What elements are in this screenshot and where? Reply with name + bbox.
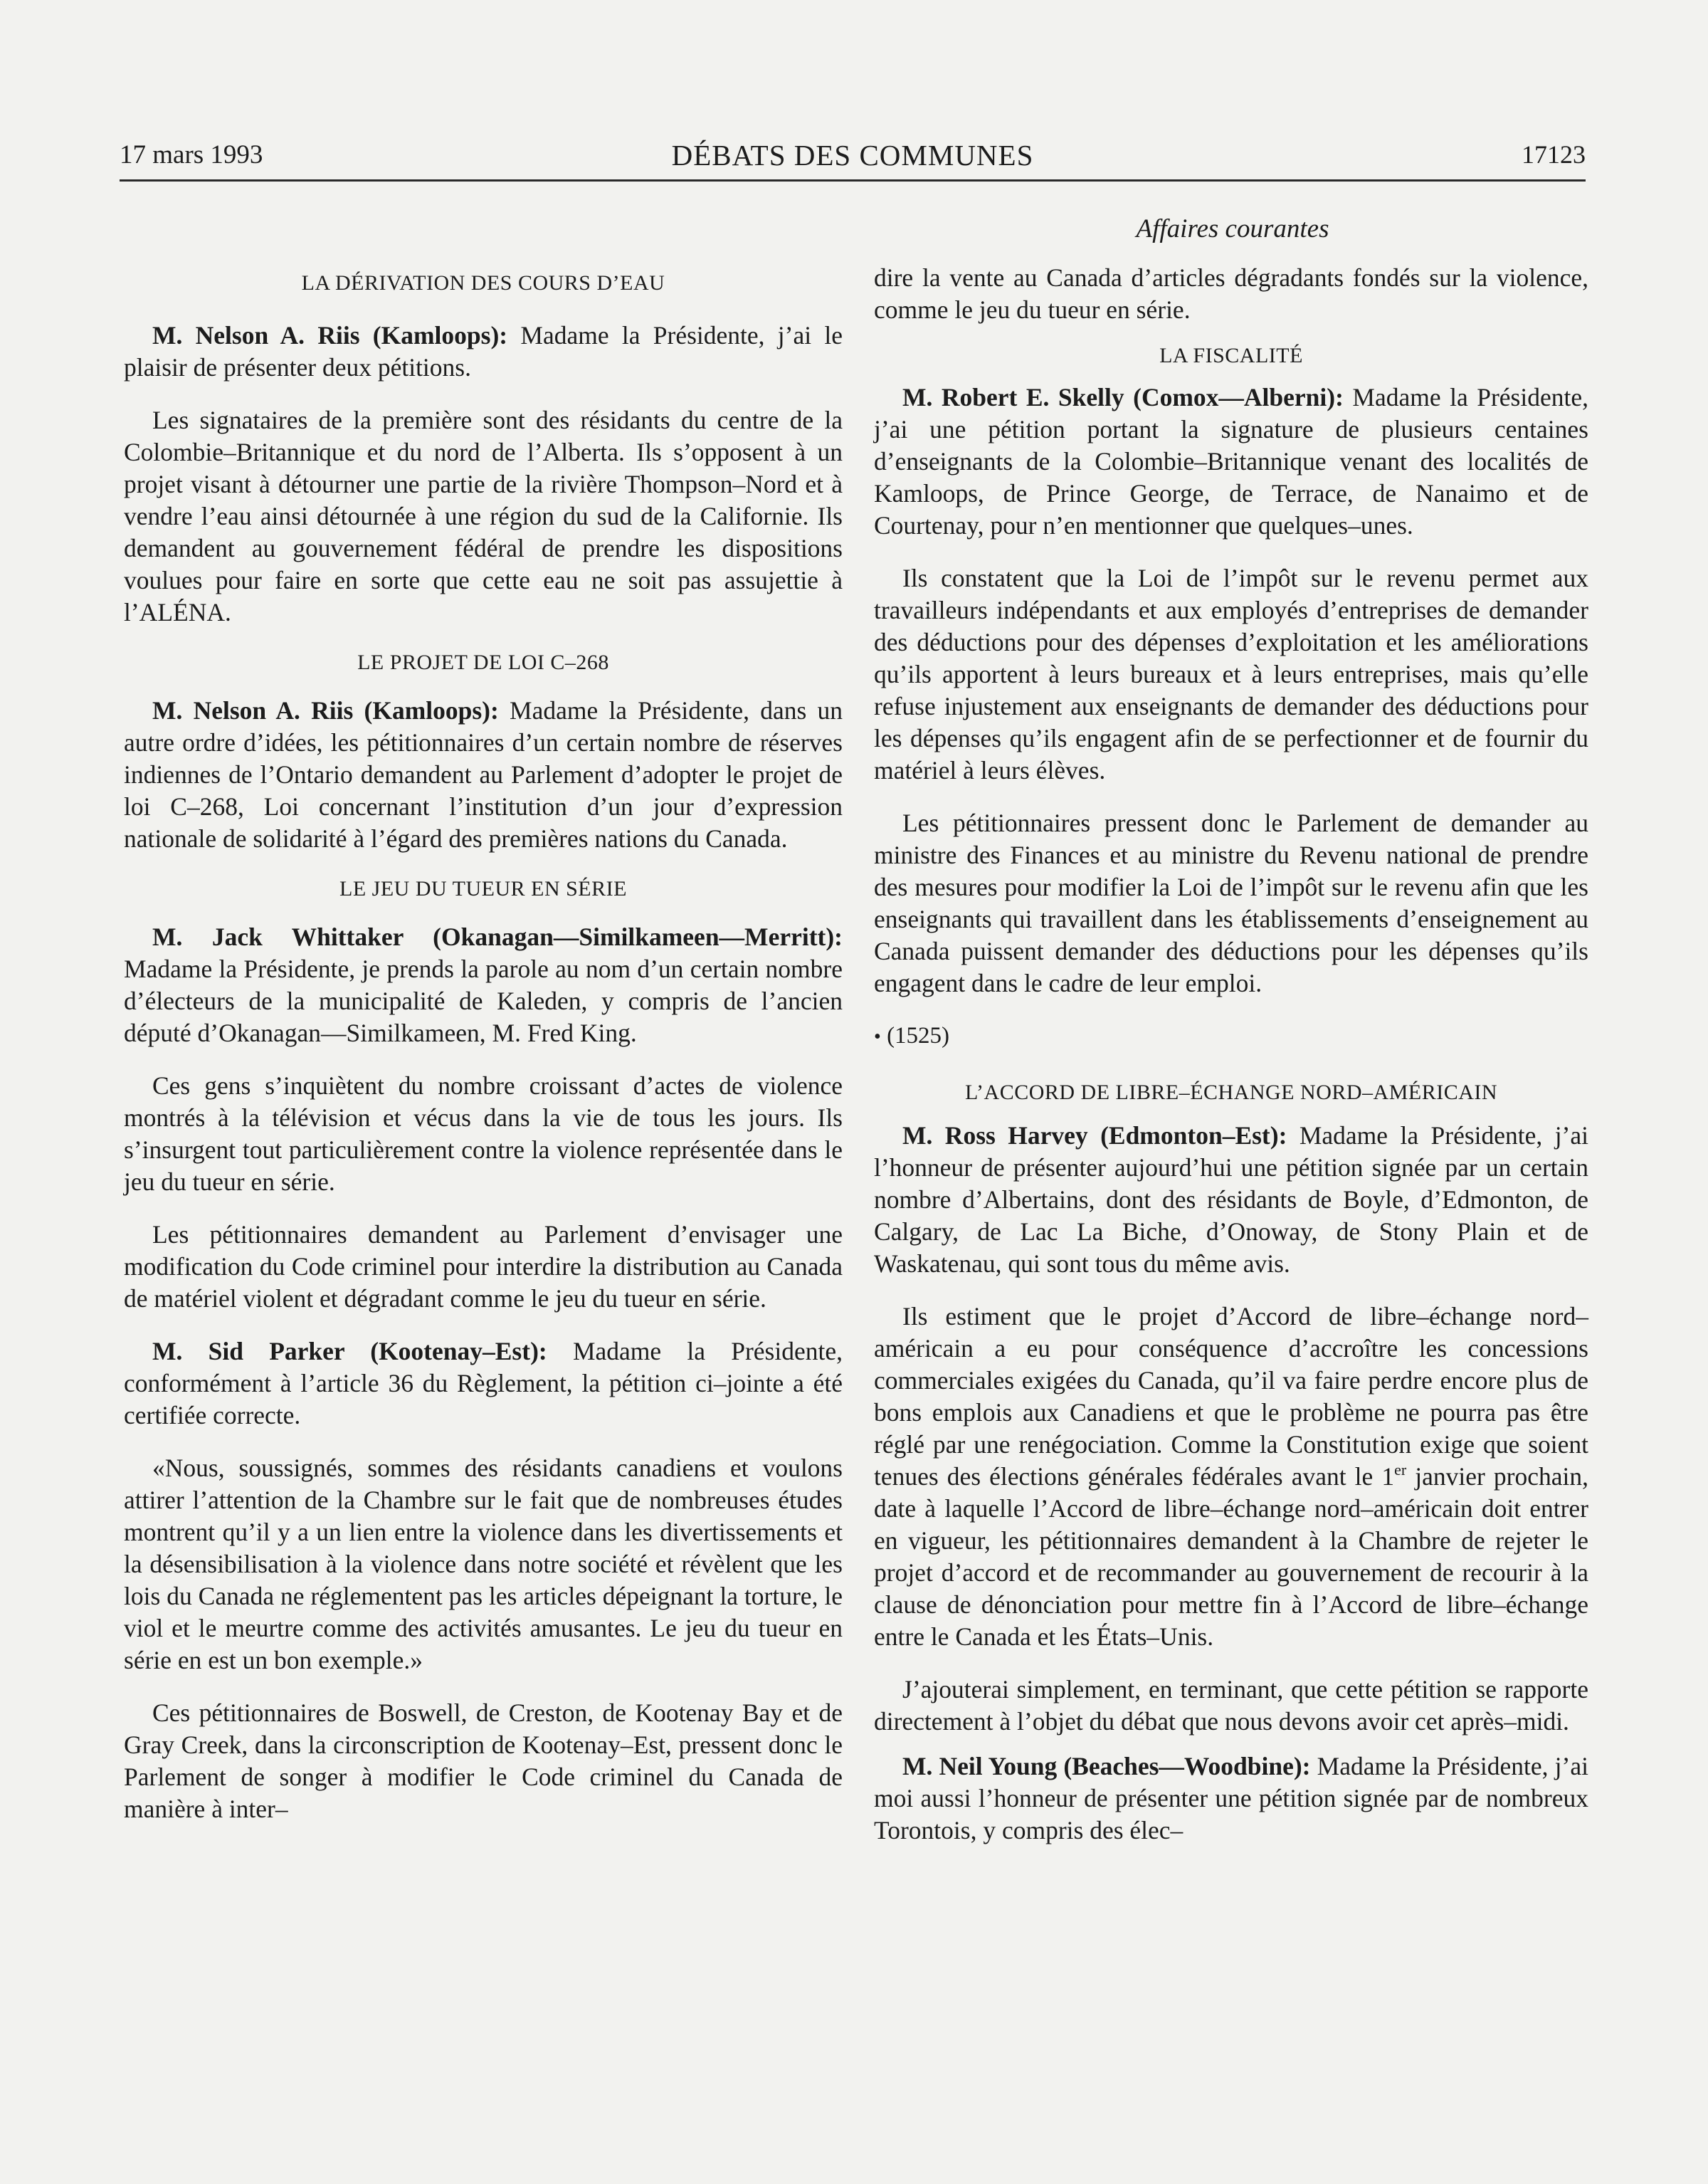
heading-serial-killer-game: LE JEU DU TUEUR EN SÉRIE [339,877,627,901]
header-page-number: 17123 [1522,140,1586,169]
paragraph: «Nous, soussignés, sommes des résidants canadiens et voulons attirer l’attention de la Chambre sur le fait que de nombreuses études montrent qu’il y a un lien entre la violence dans les divertissements et la désensibilisation à la violence dans notre société et révèlent que les lois du Canada ne réglementent pas les articles dépeignant la torture, le viol et le meurtre comme des activités amusantes. Le jeu du tueur en série en est un bon exemple.» [124,1454,843,1674]
header-date: 17 mars 1993 [120,140,263,169]
speaker-name: M. Jack Whittaker (Okanagan—Similkameen—Merritt): [152,923,843,951]
paragraph-text: Madame la Présidente, je prends la parole au nom d’un certain nombre d’électeurs de la municipalité de Kaleden, y compris de l’ancien député d’Okanagan—Similkameen, M. Fred King. [124,955,843,1047]
paragraph-text: Madame la Présidente, dans un autre ordre d’idées, les pétitionnaires d’un certain nombre de réserves indiennes de l’Ontario demandent au Parlement d’adopter le projet de loi C–268, Loi concernant l’institution d’un jour d’expression nationale de solidarité à l’égard des premières nations du Canada. [124,696,843,853]
speaker-name: M. Ross Harvey (Edmonton–Est): [902,1121,1287,1150]
bullet-icon: • [874,1026,881,1048]
right-column [874,262,1588,1847]
paragraph: Les pétitionnaires demandent au Parlement d’envisager une modification du Code criminel pour interdire la distribution au Canada de matériel violent et dégradant comme le jeu du tueur en série. [124,1220,843,1313]
heading-taxation: LA FISCALITÉ [1159,344,1303,367]
paragraph [874,1750,1588,1847]
paragraph: Ils constatent que la Loi de l’impôt sur le revenu permet aux travailleurs indépendants et aux employés d’entreprises de demander des déductions pour des dépenses d’exploitation et les améliorations qu’ils apportent à leurs bureaux et à leurs entreprises, mais qu’elle refuse injustement aux enseignants de demander des déductions pour les dépenses qu’ils engagent afin de se perfectionner et de fournir du matériel à leurs élèves. [874,564,1588,784]
time-stamp: (1525) [887,1023,950,1049]
paragraph [124,695,843,855]
heading-water-diversion: LA DÉRIVATION DES COURS D’EAU [301,271,665,295]
speaker-name: M. Nelson A. Riis (Kamloops): [152,696,499,725]
speaker-name: M. Neil Young (Beaches—Woodbine): [902,1752,1311,1780]
paragraph: J’ajouterai simplement, en terminant, que cette pétition se rapporte directement à l’objet du débat que nous devons avoir cet après–midi. [874,1675,1588,1736]
left-column [124,263,843,1825]
paragraph-text: janvier prochain, date à laquelle l’Accord de libre–échange nord–américain doit entrer en vigueur, les pétitionnaires demandent à la Chambre de rejeter le projet d’accord et de recommander au gouvernement de recourir à la clause de dénonciation pour mettre fin à l’Accord de libre–échange entre le Canada et les États–Unis. [874,1462,1588,1651]
paragraph [124,320,843,384]
speaker-name: M. Nelson A. Riis (Kamloops): [152,321,508,350]
paragraph: Ces gens s’inquiètent du nombre croissant d’actes de violence montrés à la télévision et vécus dans la vie de tous les jours. Ils s’insurgent tout particulièrement contre la violence représentée dans le jeu du tueur en série. [124,1071,843,1196]
speaker-name: M. Sid Parker (Kootenay–Est): [152,1337,547,1365]
section-label: Affaires courantes [1136,214,1329,243]
paragraph-text: Madame la Présidente, j’ai une pétition portant la signature de plusieurs centaines d’enseignants de la Colombie–Britannique venant des localités de Kamloops, de Prince George, de Terrace, de Nanaimo et de Courtenay, pour n’en mentionner que quelques–unes. [874,383,1588,540]
running-head [120,140,1586,182]
paragraph [124,1335,843,1432]
paragraph [874,1120,1588,1280]
heading-bill-c268: LE PROJET DE LOI C–268 [357,651,609,674]
paragraph-text: Madame la Présidente, j’ai l’honneur de présenter aujourd’hui une pétition signée par un certain nombre d’Albertains, dont des résidants de Boyle, d’Edmonton, de Calgary, de Lac La Biche, d’Onoway, de Stony Plain et de Waskatenau, qui sont tous du même avis. [874,1121,1589,1278]
paragraph: dire la vente au Canada d’articles dégradants fondés sur la violence, comme le jeu du tueur en série. [874,263,1588,324]
paragraph [874,382,1588,542]
paragraph-text: Ils estiment que le projet d’Accord de libre–échange nord–américain a eu pour conséquence d’accroître les concessions commerciales exigées du Canada, qu’il va faire perdre encore plus de bons emplois aux Canadiens et que le problème ne pourra pas être réglé par une renégociation. Comme la Constitution exige que soient tenues des élections générales fédérales avant le 1 [874,1302,1588,1491]
paragraph: Les signataires de la première sont des résidants du centre de la Colombie–Britannique et du nord de l’Alberta. Ils s’opposent à un projet visant à détourner une partie de la rivière Thompson–Nord et à vendre l’eau ainsi détournée à une région du sud de la Californie. Ils demandent au gouvernement fédéral de prendre les dispositions voulues pour faire en sorte que cette eau ne soit pas assujettie à l’ALÉNA. [124,406,843,626]
paragraph-text: Madame la Présidente, conformément à l’article 36 du Règlement, la pétition ci–jointe a été certifiée correcte. [124,1337,843,1429]
heading-nafta: L’ACCORD DE LIBRE–ÉCHANGE NORD–AMÉRICAIN [964,1081,1498,1104]
paragraph-text: Madame la Présidente, j’ai moi aussi l’honneur de présenter une pétition signée par de nombreux Torontois, y compris des élec– [874,1752,1588,1844]
time-marker [874,1020,1588,1053]
paragraph-text: Madame la Présidente, j’ai le plaisir de présenter deux pétitions. [124,321,843,382]
paragraph [874,1301,1588,1653]
header-title: DÉBATS DES COMMUNES [671,139,1034,172]
superscript: er [1394,1461,1407,1479]
paragraph: Ces pétitionnaires de Boswell, de Creston, de Kootenay Bay et de Gray Creek, dans la circonscription de Kootenay–Est, pressent donc le Parlement de songer à modifier le Code criminel du Canada de manière à inter– [124,1699,843,1823]
paragraph: Les pétitionnaires pressent donc le Parlement de demander au ministre des Finances et au ministre du Revenu national de prendre des mesures pour modifier la Loi de l’impôt sur le revenu afin que les enseignants qui travaillent dans les établissements d’enseignement au Canada puissent demander des déductions pour les dépenses qu’ils engagent dans le cadre de leur emploi. [874,809,1588,997]
paragraph [124,921,843,1049]
speaker-name: M. Robert E. Skelly (Comox—Alberni): [902,383,1344,411]
